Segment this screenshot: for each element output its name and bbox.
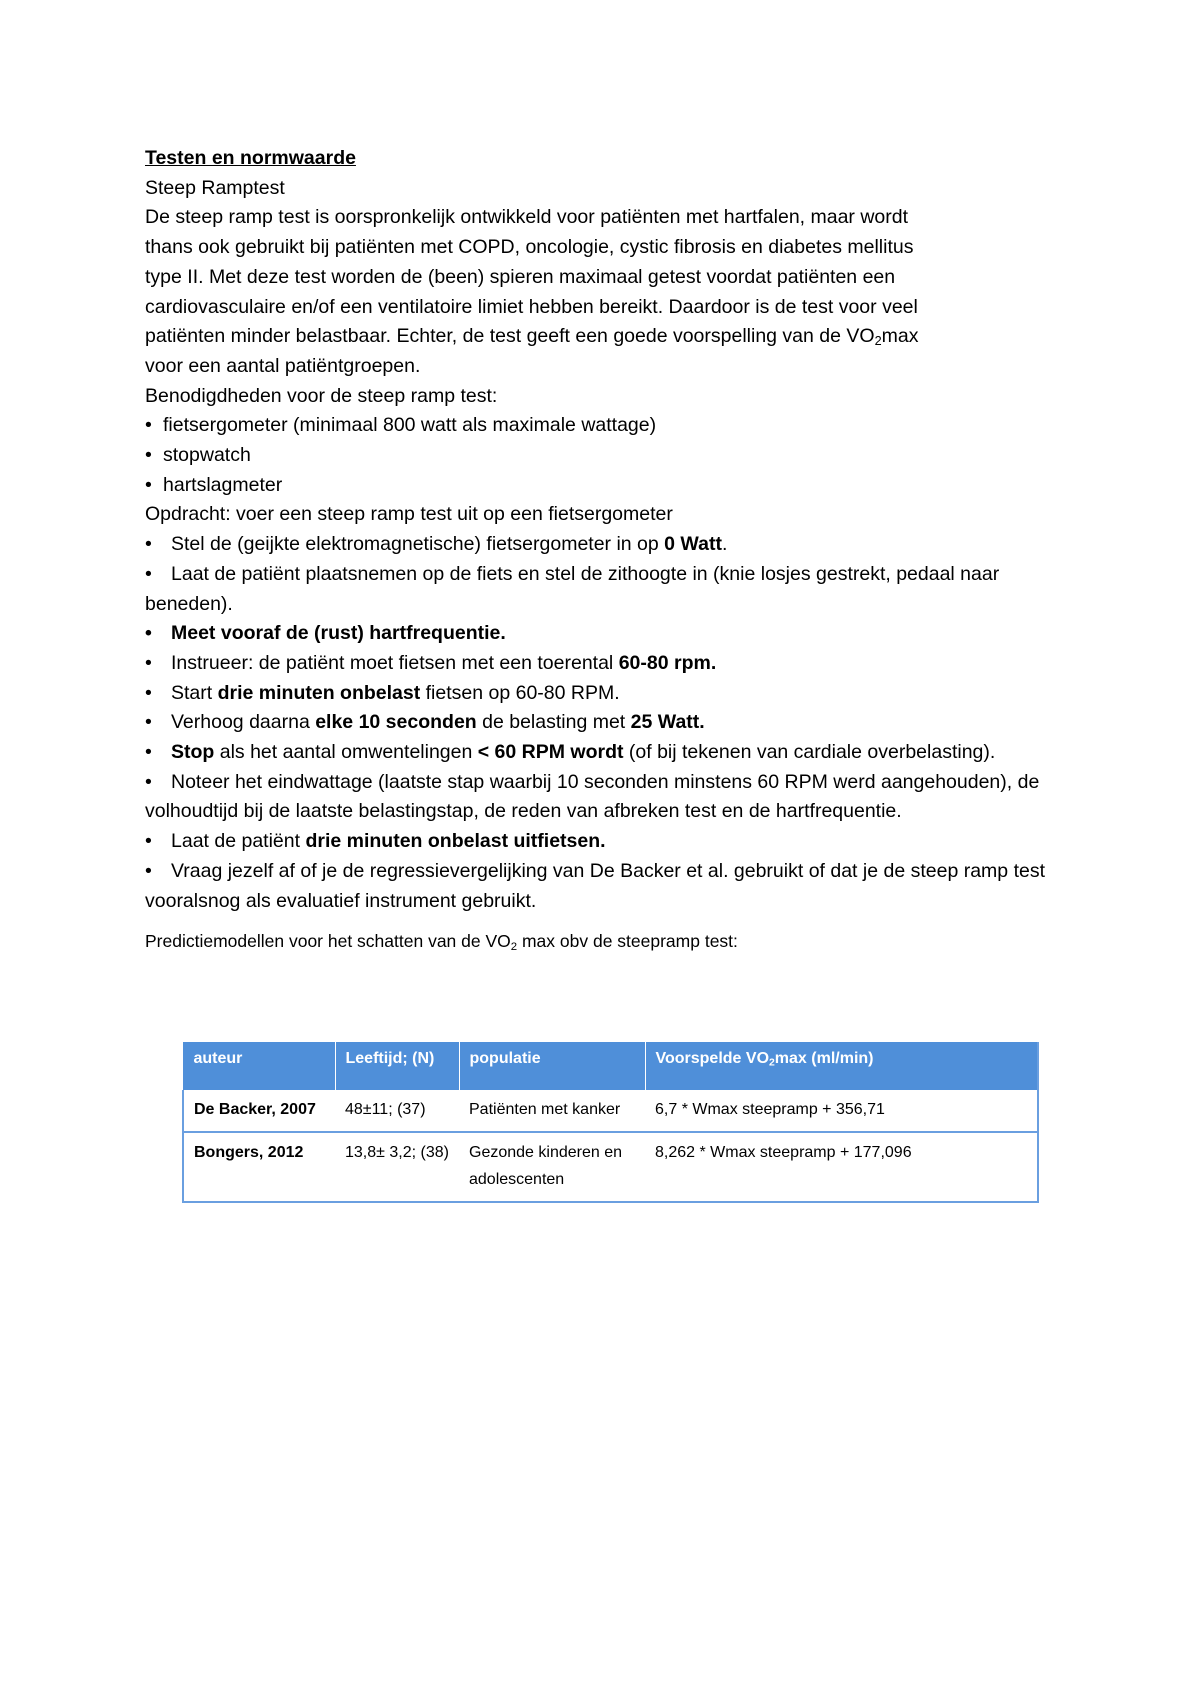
bullet-icon: • [145,711,152,734]
step-item: • Vraag jezelf af of je de regressievergelijking van De Backer et al. gebruikt of dat je de steep ramp test vooralsnog als evaluatief instrument gebruikt. [145,857,1065,916]
bullet-icon: • [145,533,152,556]
bullet-icon: • [145,414,152,437]
table-cell: De Backer, 2007 [183,1090,335,1132]
list-item: • stopwatch [145,441,1065,471]
table-cell: Patiënten met kanker [459,1090,645,1132]
task-heading: Opdracht: voer een steep ramp test uit op een fietsergometer [145,503,673,526]
list-item: • hartslagmeter [145,471,1065,501]
bullet-icon: • [145,741,152,764]
intro-line: thans ook gebruikt bij patiënten met COPD, oncologie, cystic fibrosis en diabetes mellitus [145,236,914,259]
bullet-icon: • [145,473,152,496]
document-body [145,144,1065,954]
bullet-icon: • [145,859,152,882]
page-title: Testen en normwaarde [145,147,356,169]
bullet-icon: • [145,651,152,674]
intro-line: voor een aantal patiëntgroepen. [145,354,421,377]
step-item: • Meet vooraf de (rust) hartfrequentie. [145,619,1065,649]
column-header: auteur [183,1042,335,1090]
table-row [183,1090,1038,1132]
intro-line: cardiovasculaire en/of een ventilatoire limiet hebben bereikt. Daardoor is de test voor veel [145,295,918,318]
intro-line: type II. Met deze test worden de (been) spieren maximaal getest voordat patiënten een [145,265,896,288]
table-caption: Predictiemodellen voor het schatten van de $VO_2$ max obv de steepramp test: [145,931,738,954]
step-item: • Laat de patiënt drie minuten onbelast uitfietsen. [145,827,1065,857]
bullet-icon: • [145,681,152,704]
materials-heading: Benodigdheden voor de steep ramp test: [145,384,498,407]
section-title: Steep Ramptest [145,176,285,199]
column-header: Voorspelde $VO_2\max$ (ml/min) [645,1042,1038,1090]
table-cell: 48±11; (37) [335,1090,459,1132]
table-cell: 6,7 * Wmax steepramp + 356,71 [645,1090,1038,1132]
table-cell: Gezonde kinderen en adolescenten [459,1132,645,1202]
table-cell: 8,262 * Wmax steepramp + 177,096 [645,1132,1038,1202]
bullet-icon: • [145,830,152,853]
table-cell: 13,8± 3,2; (38) [335,1132,459,1202]
table-cell: Bongers, 2012 [183,1132,335,1202]
step-item: • Stel de (geijkte elektromagnetische) fietsergometer in op 0 Watt. [145,530,1065,560]
intro-line: patiënten minder belastbaar. Echter, de test geeft een goede voorspelling van de $VO_2\max$ [145,325,919,349]
column-header: Leeftijd; (N) [335,1042,459,1090]
step-item: • Noteer het eindwattage (laatste stap waarbij 10 seconden minstens 60 RPM werd aangehouden), de volhoudtijd bij de laatste belastingstap, de reden van afbreken test en de hartfrequentie. [145,768,1065,827]
bullet-icon: • [145,444,152,467]
step-item: • Verhoog daarna elke 10 seconden de belasting met 25 Watt. [145,708,1065,738]
step-item: • Laat de patiënt plaatsnemen op de fiets en stel de zithoogte in (knie losjes gestrekt, pedaal naar beneden). [145,560,1065,619]
intro-line: De steep ramp test is oorspronkelijk ontwikkeld voor patiënten met hartfalen, maar wordt [145,206,909,229]
prediction-models-table [182,1042,1039,1203]
step-item: • Start drie minuten onbelast fietsen op 60-80 RPM. [145,679,1065,709]
bullet-icon: • [145,622,152,645]
bullet-icon: • [145,770,152,793]
step-item: • Instrueer: de patiënt moet fietsen met een toerental 60-80 rpm. [145,649,1065,679]
bullet-icon: • [145,562,152,585]
column-header: populatie [459,1042,645,1090]
table-header-row [183,1042,1038,1090]
step-item: • Stop als het aantal omwentelingen < 60 RPM wordt (of bij tekenen van cardiale overbelasting). [145,738,1065,768]
list-item: • fietsergometer (minimaal 800 watt als maximale wattage) [145,411,1065,441]
table-row [183,1132,1038,1202]
